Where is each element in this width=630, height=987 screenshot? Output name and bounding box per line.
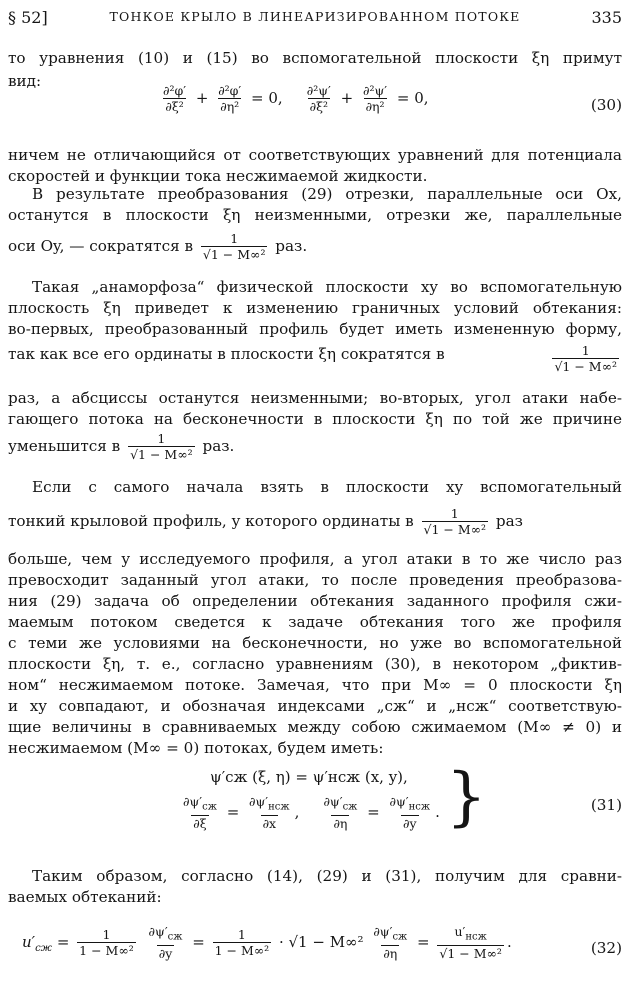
section-number: § 52] <box>8 8 48 27</box>
text-line: останутся в плоскости ξη неизменными, отрезки же, параллельные <box>8 206 622 224</box>
text-line: ваемых обтеканий: <box>8 888 162 906</box>
text-line-with-fraction: так как все его ординаты в плоскости ξη сократятся в $\frac{1}{\text{√1 − M∞²}}$ <box>8 343 617 374</box>
equation-number-31: (31) <box>590 796 622 814</box>
text-line: ничем не отличающийся от соответствующих уравнений для потенциала <box>8 146 622 164</box>
text-line: то уравнения (10) и (15) во вспомогательной плоскости ξη примут <box>8 49 622 67</box>
text-line: скоростей и функции тока несжимаемой жидкости. <box>8 167 428 185</box>
text-line-with-fraction: оси Oy, — сократятся в $\frac{1}{\text{√1 − M∞²}}$ раз. <box>8 231 308 262</box>
text-line: больше, чем у исследуемого профиля, а угол атаки в то же число раз <box>8 550 622 568</box>
text-line: плоскость ξη приведет к изменению граничных условий обтекания: <box>8 299 622 317</box>
text-line: В результате преобразования (29) отрезки, параллельные оси Ox, <box>32 185 622 203</box>
text-line: Такая „анаморфоза“ физической плоскости xy во вспомогательную <box>32 278 622 296</box>
fraction: $\frac{1}{\text{√1 − M∞²}}$ <box>202 231 266 262</box>
text-line: ния (29) задача об определении обтекания заданного профиля сжи- <box>8 592 622 610</box>
text-line: во-первых, преобразованный профиль будет иметь измененную форму, <box>8 320 622 338</box>
text-line: вид: <box>8 72 42 90</box>
text-line: ном“ несжимаемом потоке. Замечая, что при M∞ = 0 плоскости ξη <box>8 676 622 694</box>
text-line-with-fraction: тонкий крыловой профиль, у которого ординаты в $\frac{1}{\text{√1 − M∞²}}$ раз <box>8 506 523 537</box>
equation-number-32: (32) <box>590 939 622 957</box>
text-line: гающего потока на бесконечности в плоскости ξη по той же причине <box>8 410 622 428</box>
right-brace: } <box>446 760 487 834</box>
text-line: плоскости ξη, т. е., согласно уравнениям (30), в некотором „фиктив- <box>8 655 622 673</box>
equation-31-line1: ψ′сж (ξ, η) = ψ′нсж (x, y), <box>210 768 408 786</box>
equation-32: $u'_{сж}$ = $\frac{1}{\text{1 − M∞²}}$ $\frac{\partial\psi'_{сж}}{\partial y}$ = $\frac{1}{\text{1 − M∞²}}$ · √1 − M∞² $\frac{\partial\psi'_{сж}}{\partial\eta}$ = $\frac{u'_{нсж}}{\text{√1 − M∞²}}$ . <box>22 924 512 961</box>
text-line: несжимаемом (M∞ = 0) потоках, будем иметь: <box>8 739 384 757</box>
text-line: щие величины в сравниваемых между собою сжимаемом (M∞ ≠ 0) и <box>8 718 622 736</box>
equation-31-line2: $\frac{\partial\psi'_{сж}}{\partial\xi}$ = $\frac{\partial\psi'_{нсж}}{\partial x}$ , $\frac{\partial\psi'_{сж}}{\partial\eta}$ = $\frac{\partial\psi'_{нсж}}{\partial y}$ . <box>183 794 440 831</box>
text-line: раз, а абсциссы останутся неизменными; во-вторых, угол атаки набе- <box>8 389 622 407</box>
text-line: с теми же условиями на бесконечности, но уже во вспомогательной <box>8 634 622 652</box>
text-line-with-fraction: уменьшится в $\frac{1}{\text{√1 − M∞²}}$ раз. <box>8 431 235 462</box>
running-header <box>8 8 622 30</box>
text-line: маемым потоком сведется к задаче обтекания того же профиля <box>8 613 622 631</box>
fraction: $\frac{1}{\text{√1 − M∞²}}$ <box>423 506 487 537</box>
running-title: ТОНКОЕ КРЫЛО В ЛИНЕАРИЗИРОВАННОМ ПОТОКЕ <box>109 9 521 24</box>
text-line: превосходит заданный угол атаки, то после проведения преобразова- <box>8 571 622 589</box>
text-line: и xy совпадают, и обозначая индексами „сж“ и „нсж“ соответствую- <box>8 697 622 715</box>
fraction: $\frac{1}{\text{√1 − M∞²}}$ <box>554 343 617 374</box>
text-line: Если с самого начала взять в плоскости xy вспомогательный <box>32 478 622 496</box>
text-line: Таким образом, согласно (14), (29) и (31), получим для сравни- <box>32 867 622 885</box>
page-number: 335 <box>591 8 622 27</box>
equation-30: $\frac{\text{∂²φ′}}{\text{∂ξ²}}$ + $\frac{\text{∂²φ′}}{\text{∂η²}}$ = 0, $\frac{\text{∂²ψ′}}{\text{∂ξ²}}$ + $\frac{\text{∂²ψ′}}{\text{∂η²}}$ = 0, <box>163 83 429 114</box>
fraction: $\frac{1}{\text{√1 − M∞²}}$ <box>130 431 193 462</box>
equation-number-30: (30) <box>590 96 622 114</box>
